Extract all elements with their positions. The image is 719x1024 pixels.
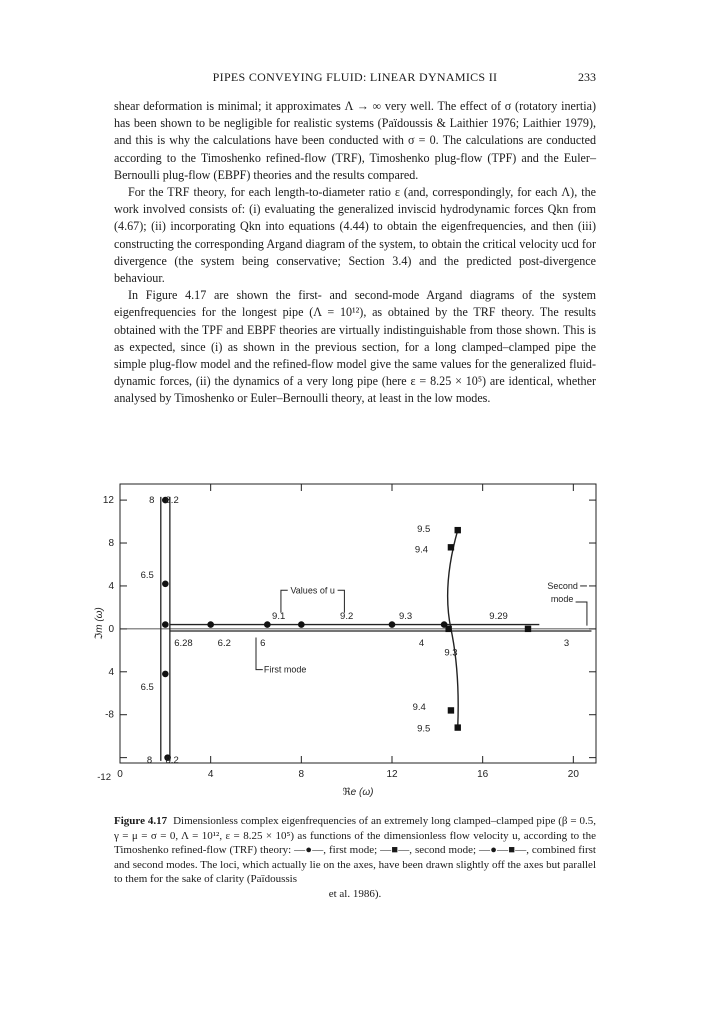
point-label: 6.5: [140, 681, 154, 693]
x-axis-label: ℜe (ω): [342, 787, 374, 798]
point-label: -12: [97, 771, 112, 783]
point-label: 9.5: [417, 723, 431, 735]
point-label: 9.3: [444, 647, 458, 659]
y-tick-label: 0: [108, 623, 114, 635]
x-tick-label: 16: [477, 769, 489, 780]
point-label: 8: [149, 495, 155, 507]
paragraph: shear deformation is minimal; it approximates Λ → ∞ very well. The effect of σ (rotatory inertia) has been shown to be negligible for realistic systems (Païdoussis & Laithier 1976; Laithier 1979), and this is why the calculations have been conducted with σ = 0. The calculations are conducted according to the Timoshenko refined-flow (TRF), Timoshenko plug-flow (TPF) and the Euler–Bernoulli plug-flow (EBPF) theories and the results compared.: [114, 99, 596, 182]
first-mode-label: First mode: [263, 664, 307, 675]
point-label: 9.5: [417, 524, 431, 536]
caption-label: Figure 4.17: [114, 815, 168, 827]
first-mode-marker: [162, 671, 169, 678]
plot-frame: [120, 484, 596, 763]
caption-tail: et al. 1986).: [328, 887, 382, 900]
values-of-u-label: Values of u: [290, 585, 335, 596]
values-bracket-left: [281, 590, 288, 613]
first-mode-marker: [207, 621, 214, 628]
first-mode-marker: [162, 621, 169, 628]
second-mode-marker: [455, 527, 461, 533]
y-tick-label: 4: [108, 580, 114, 592]
point-label: 6: [260, 637, 266, 649]
y-tick-label: 4: [108, 666, 114, 678]
first-mode-marker: [162, 580, 169, 587]
point-label: 3: [563, 637, 570, 649]
values-bracket-right: [338, 590, 345, 613]
running-title: PIPES CONVEYING FLUID: LINEAR DYNAMICS II: [212, 70, 498, 84]
y-axis-label: ℑm (ω): [94, 607, 105, 640]
running-header: [114, 70, 596, 86]
point-label: 8.2: [165, 495, 179, 507]
point-label: 6.5: [140, 570, 154, 582]
first-mode-marker: [298, 621, 305, 628]
body-text: [114, 98, 596, 408]
point-label: 9.29: [489, 610, 508, 622]
first-mode-marker: [389, 621, 396, 628]
caption-text: Dimensionless complex eigenfrequencies of an extremely long clamped–clamped pipe (β = 0.5, γ = μ = σ = 0, Λ = 10¹², ε = 8.25 × 10⁵) as functions of the dimensionless flow velocity u, according to the Timoshenko refined-flow (TRF) theory: —●—, first mode; —■—, second mode; —●—■—, combined first and second modes. The loci, which actually lie on the axes, have been drawn slightly off the axes but parallel to them for the sake of clarity (Païdoussis: [114, 815, 596, 885]
second-mode-marker: [445, 626, 451, 632]
x-tick-label: 12: [386, 769, 398, 780]
second-mode-label-line1: Second: [547, 580, 578, 591]
paragraph: For the TRF theory, for each length-to-diameter ratio ε (and, correspondingly, for each Λ), the work involved consists of: (i) evaluating the generalized inviscid hydrodynamic forces Qkn from (4.67); (ii) incorporating Qkn into equations (4.44) to obtain the eigenfrequencies, and then (iii) constructing the corresponding Argand diagram of the system, to obtain the critical velocity ucd for divergence (the system being conservative; Section 3.4) and the predicted post-divergence behaviour.: [114, 185, 596, 286]
paragraph: In Figure 4.17 are shown the first- and second-mode Argand diagrams of the system eigenfrequencies for the longest pipe (Λ = 10¹²), as obtained by the TRF theory. The results obtained with the TPF and EBPF theories are virtually indistinguishable from those shown. This is as expected, since (i) as shown in the previous section, for a long clamped–clamped pipe the simple plug-flow model and the refined-flow model give the same values for the generalized fluid-dynamic forces, (ii) the dynamics of a very long pipe (here ε = 8.25 × 10⁵) are identical, whether analysed by Timoshenko or Euler–Bernoulli theory, at least in the low modes.: [114, 288, 596, 406]
point-label: 8: [146, 754, 153, 766]
point-label: 4: [418, 637, 425, 649]
point-label: 9.3: [398, 610, 413, 622]
point-label: 6.28: [174, 637, 193, 649]
x-tick-label: 0: [117, 769, 123, 780]
x-tick-label: 20: [567, 769, 579, 780]
point-label: 9.4: [412, 702, 426, 714]
x-tick-label: 8: [298, 769, 305, 780]
y-tick-label: -8: [105, 709, 114, 721]
second-mode-marker: [448, 707, 454, 713]
second-mode-marker: [448, 544, 454, 550]
second-mode-label-line2: mode: [550, 593, 574, 604]
second-mode-marker: [455, 724, 461, 730]
point-label: 9.4: [414, 544, 429, 556]
second-mode-marker: [525, 626, 531, 632]
point-label: 9.1: [272, 610, 286, 622]
y-tick-label: 8: [108, 538, 114, 550]
argand-diagram-figure: [90, 480, 610, 800]
y-tick-label: 12: [102, 495, 114, 507]
point-label: 8.2: [165, 754, 179, 766]
point-label: 9.2: [340, 610, 354, 622]
point-label: 6.2: [217, 637, 231, 649]
argand-diagram: [90, 480, 610, 800]
figure-caption: [114, 814, 596, 901]
page-number: 233: [578, 70, 596, 84]
first-mode-marker: [264, 621, 271, 628]
second-mode-bracket: [576, 602, 587, 626]
x-tick-label: 4: [207, 769, 214, 780]
